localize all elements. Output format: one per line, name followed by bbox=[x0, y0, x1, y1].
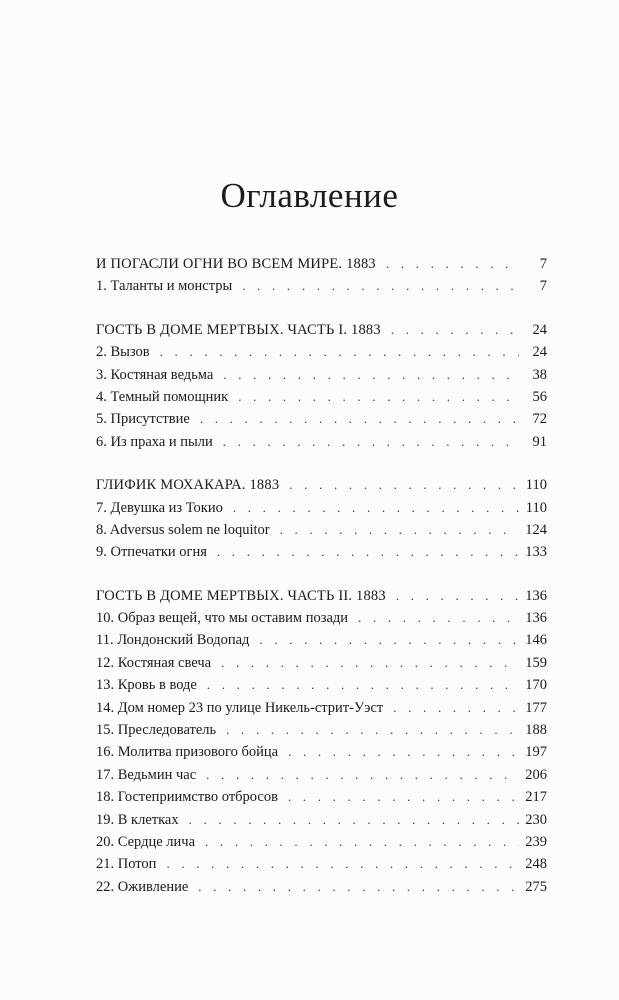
toc-chapter-entry bbox=[96, 831, 547, 853]
dot-leader bbox=[206, 764, 519, 786]
toc-entry-label: 11. Лондонский Водопад bbox=[96, 632, 250, 649]
toc-entry-label: ГЛИФИК МОХАКАРА. 1883 bbox=[96, 477, 280, 494]
toc-entry-label: 9. Отпечатки огня bbox=[96, 544, 207, 561]
toc-part-heading bbox=[96, 319, 547, 341]
toc-chapter-entry bbox=[96, 674, 547, 696]
toc-entry-label: 18. Гостеприимство отбросов bbox=[96, 789, 278, 806]
toc-entry-label: 1. Таланты и монстры bbox=[96, 278, 233, 295]
toc-section bbox=[96, 253, 547, 298]
toc-page-number: 239 bbox=[525, 833, 547, 850]
dot-leader bbox=[393, 697, 519, 719]
toc-chapter-entry bbox=[96, 519, 547, 541]
toc-chapter-entry bbox=[96, 876, 547, 898]
toc-section bbox=[96, 585, 547, 898]
toc-chapter-entry bbox=[96, 809, 547, 831]
toc-page-number: 230 bbox=[525, 811, 547, 828]
dot-leader bbox=[160, 341, 519, 363]
dot-leader bbox=[238, 386, 519, 408]
dot-leader bbox=[288, 786, 519, 808]
dot-leader bbox=[217, 541, 519, 563]
toc-entry-label: 16. Молитва призового бойца bbox=[96, 744, 279, 761]
toc-entry-label: 4. Темный помощник bbox=[96, 388, 229, 405]
dot-leader bbox=[386, 253, 519, 275]
toc-page-number: 72 bbox=[532, 411, 547, 428]
toc-section bbox=[96, 319, 547, 453]
toc-page-number: 133 bbox=[525, 544, 547, 561]
toc-entry-label: 12. Костяная свеча bbox=[96, 654, 212, 671]
toc-entry-label: 22. Оживление bbox=[96, 878, 189, 895]
dot-leader bbox=[223, 431, 519, 453]
dot-leader bbox=[189, 809, 519, 831]
toc-chapter-entry bbox=[96, 408, 547, 430]
toc-chapter-entry bbox=[96, 431, 547, 453]
toc-entry-label: 8. Adversus solem ne loquitor bbox=[96, 521, 270, 538]
dot-leader bbox=[289, 474, 519, 496]
toc-entry-label: 6. Из праха и пыли bbox=[96, 433, 213, 450]
toc-chapter-entry bbox=[96, 786, 547, 808]
toc-page-number: 146 bbox=[525, 632, 547, 649]
toc-page-number: 38 bbox=[532, 366, 547, 383]
toc-chapter-entry bbox=[96, 275, 547, 297]
toc-page-number: 136 bbox=[525, 610, 547, 627]
toc-entry-label: 2. Вызов bbox=[96, 344, 150, 361]
dot-leader bbox=[259, 629, 519, 651]
dot-leader bbox=[233, 497, 519, 519]
toc-part-heading bbox=[96, 253, 547, 275]
toc-chapter-entry bbox=[96, 652, 547, 674]
toc-page-number: 177 bbox=[525, 699, 547, 716]
toc-part-heading bbox=[96, 585, 547, 607]
toc-chapter-entry bbox=[96, 386, 547, 408]
toc-entry-label: ГОСТЬ В ДОМЕ МЕРТВЫХ. ЧАСТЬ II. 1883 bbox=[96, 587, 386, 604]
toc-chapter-entry bbox=[96, 541, 547, 563]
toc-chapter-entry bbox=[96, 607, 547, 629]
toc-entry-label: 10. Образ вещей, что мы оставим позади bbox=[96, 610, 349, 627]
toc-page-number: 197 bbox=[525, 744, 547, 761]
toc-chapter-entry bbox=[96, 741, 547, 763]
toc-entry-label: 21. Потоп bbox=[96, 856, 157, 873]
toc-entry-label: 5. Присутствие bbox=[96, 411, 190, 428]
toc-entry-label: 14. Дом номер 23 по улице Никель-стрит-Уэст bbox=[96, 699, 384, 716]
dot-leader bbox=[358, 607, 519, 629]
toc-page-number: 56 bbox=[532, 388, 547, 405]
toc-entry-label: 7. Девушка из Токио bbox=[96, 499, 223, 516]
toc-page-number: 110 bbox=[525, 477, 547, 494]
dot-leader bbox=[226, 719, 519, 741]
dot-leader bbox=[166, 853, 519, 875]
dot-leader bbox=[207, 674, 519, 696]
toc-page-number: 24 bbox=[532, 344, 547, 361]
toc-page-number: 91 bbox=[532, 433, 547, 450]
toc-chapter-entry bbox=[96, 341, 547, 363]
toc-page-number: 24 bbox=[532, 321, 547, 338]
toc-chapter-entry bbox=[96, 719, 547, 741]
toc-page-number: 248 bbox=[525, 856, 547, 873]
toc-part-heading bbox=[96, 474, 547, 496]
toc-entry-label: 19. В клетках bbox=[96, 811, 179, 828]
toc-entry-label: 13. Кровь в воде bbox=[96, 677, 197, 694]
toc-entry-label: 17. Ведьмин час bbox=[96, 766, 197, 783]
dot-leader bbox=[223, 364, 519, 386]
toc-page-number: 275 bbox=[525, 878, 547, 895]
dot-leader bbox=[396, 585, 519, 607]
toc-entry-label: 15. Преследователь bbox=[96, 722, 217, 739]
dot-leader bbox=[200, 408, 519, 430]
toc-entry-label: И ПОГАСЛИ ОГНИ ВО ВСЕМ МИРЕ. 1883 bbox=[96, 256, 376, 272]
toc-page-number: 136 bbox=[525, 587, 547, 604]
toc-page-number: 124 bbox=[525, 521, 547, 538]
dot-leader bbox=[242, 275, 519, 297]
dot-leader bbox=[205, 831, 519, 853]
table-of-contents bbox=[96, 253, 547, 919]
toc-page-number: 7 bbox=[539, 256, 547, 272]
toc-page-number: 7 bbox=[539, 278, 547, 295]
toc-page-number: 110 bbox=[525, 499, 547, 516]
toc-section bbox=[96, 474, 547, 564]
toc-chapter-entry bbox=[96, 853, 547, 875]
toc-chapter-entry bbox=[96, 697, 547, 719]
toc-page-number: 170 bbox=[525, 677, 547, 694]
dot-leader bbox=[280, 519, 519, 541]
toc-entry-label: ГОСТЬ В ДОМЕ МЕРТВЫХ. ЧАСТЬ I. 1883 bbox=[96, 321, 381, 338]
toc-page-number: 188 bbox=[525, 722, 547, 739]
toc-entry-label: 3. Костяная ведьма bbox=[96, 366, 214, 383]
toc-page-number: 206 bbox=[525, 766, 547, 783]
toc-chapter-entry bbox=[96, 497, 547, 519]
toc-page-number: 217 bbox=[525, 789, 547, 806]
toc-chapter-entry bbox=[96, 629, 547, 651]
toc-chapter-entry bbox=[96, 764, 547, 786]
page-title: Оглавление bbox=[220, 176, 399, 215]
dot-leader bbox=[198, 876, 519, 898]
toc-entry-label: 20. Сердце лича bbox=[96, 833, 196, 850]
toc-chapter-entry bbox=[96, 364, 547, 386]
toc-page-number: 159 bbox=[525, 654, 547, 671]
dot-leader bbox=[221, 652, 519, 674]
dot-leader bbox=[391, 319, 519, 341]
dot-leader bbox=[288, 741, 519, 763]
